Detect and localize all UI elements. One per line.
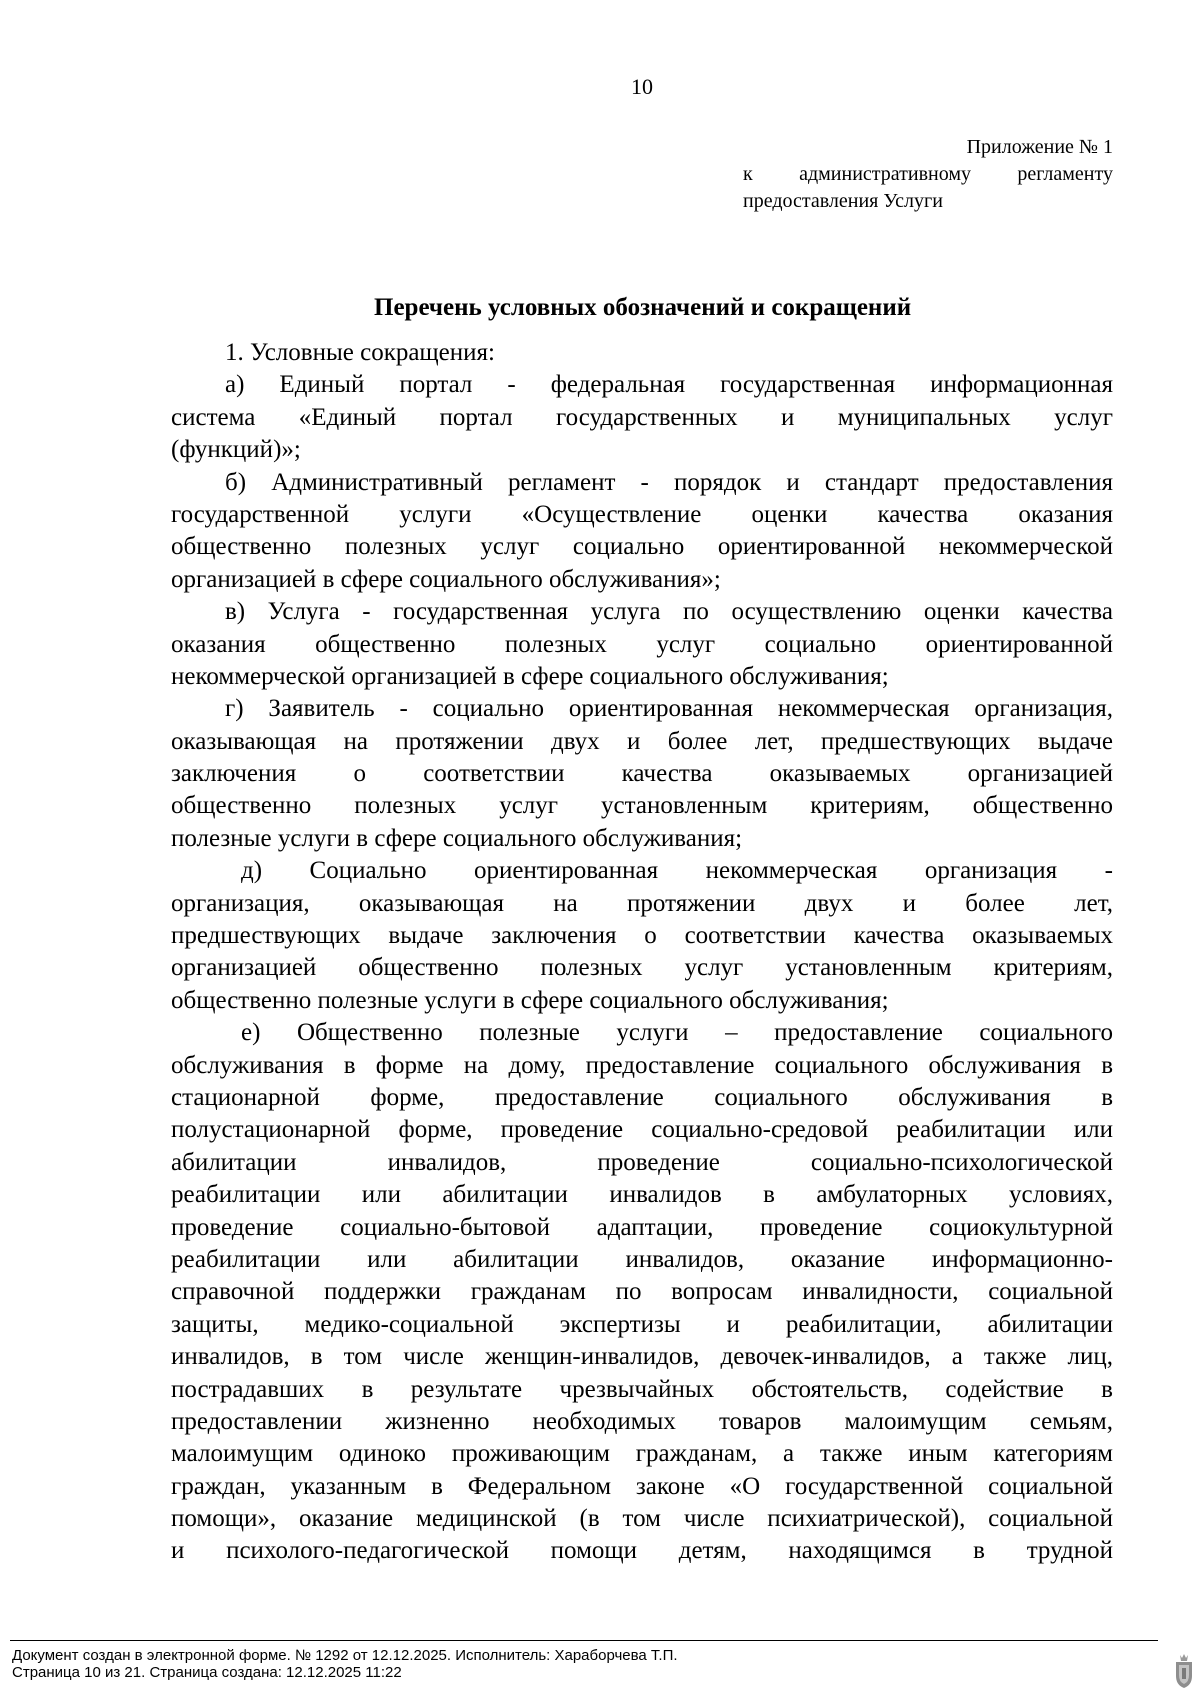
body-line: граждан, указанным в Федеральном законе «О государственной социальной (171, 1472, 1113, 1500)
body-line: общественно полезные услуги в сфере социального обслуживания; (171, 986, 889, 1014)
body-line: реабилитации или абилитации инвалидов, оказание информационно- (171, 1245, 1113, 1273)
body-line: а) Единый портал - федеральная государственная информационная (225, 371, 1113, 399)
body-line: оказывающая на протяжении двух и более лет, предшествующих выдаче (171, 727, 1113, 755)
appendix-line-3: предоставления Услуги (743, 190, 943, 212)
body-line: пострадавших в результате чрезвычайных обстоятельств, содействие в (171, 1375, 1113, 1403)
body-line: защиты, медико-социальной экспертизы и реабилитации, абилитации (171, 1310, 1113, 1338)
body-line: предоставлении жизненно необходимых товаров малоимущим семьям, (171, 1407, 1113, 1435)
body-line: система «Единый портал государственных и муниципальных услуг (171, 403, 1113, 431)
body-line: инвалидов, в том числе женщин-инвалидов, девочек-инвалидов, а также лиц, (171, 1343, 1113, 1371)
body-line: полезные услуги в сфере социального обслуживания; (171, 824, 743, 852)
body-line: реабилитации или абилитации инвалидов в амбулаторных условиях, (171, 1181, 1113, 1209)
body-line: (функций)»; (171, 436, 301, 464)
footer-line-2: Страница 10 из 21. Страница создана: 12.12.2025 11:22 (12, 1664, 402, 1681)
body-line: е) Общественно полезные услуги – предоставление социального (241, 1019, 1113, 1047)
appendix-line-1: Приложение № 1 (966, 136, 1113, 158)
footer-divider (10, 1640, 1158, 1641)
section-heading: 1. Условные сокращения: (225, 339, 495, 366)
document-footer (0, 1640, 1200, 1698)
document-title: Перечень условных обозначений и сокращений (374, 294, 912, 321)
body-line: заключения о соответствии качества оказываемых организацией (171, 760, 1113, 788)
body-line: общественно полезных услуг социально ориентированной некоммерческой (171, 533, 1113, 561)
body-line: предшествующих выдаче заключения о соответствии качества оказываемых (171, 922, 1113, 950)
coat-of-arms-icon (1172, 1652, 1196, 1690)
page-number: 10 (631, 74, 653, 99)
body-line: абилитации инвалидов, проведение социально-психологической (171, 1148, 1113, 1176)
footer-text (12, 1647, 678, 1681)
body-line: и психолого-педагогической помощи детям, находящимся в трудной (171, 1537, 1113, 1565)
body-line: государственной услуги «Осуществление оценки качества оказания (171, 500, 1113, 528)
body-line: б) Административный регламент - порядок и стандарт предоставления (225, 468, 1113, 496)
body-line: помощи», оказание медицинской (в том числе психиатрической), социальной (171, 1505, 1113, 1533)
document-body (171, 337, 1113, 1568)
body-line: общественно полезных услуг установленным критериям, общественно (171, 792, 1113, 820)
body-line: оказания общественно полезных услуг социально ориентированной (171, 630, 1113, 658)
body-line: полустационарной форме, проведение социально-средовой реабилитации или (171, 1116, 1113, 1144)
body-line: организацией в сфере социального обслуживания»; (171, 565, 721, 593)
body-line: организация, оказывающая на протяжении двух и более лет, (171, 889, 1113, 917)
footer-line-1: Документ создан в электронной форме. № 1292 от 12.12.2025. Исполнитель: Хараборчева Т.П. (12, 1647, 678, 1664)
appendix-header (743, 134, 1113, 215)
body-line: стационарной форме, предоставление социального обслуживания в (171, 1083, 1113, 1111)
appendix-line-2: к административному регламенту (743, 163, 1113, 185)
body-line: проведение социально-бытовой адаптации, проведение социокультурной (171, 1213, 1113, 1241)
body-line: справочной поддержки гражданам по вопросам инвалидности, социальной (171, 1278, 1113, 1306)
body-line: некоммерческой организацией в сфере социального обслуживания; (171, 662, 889, 690)
body-line: обслуживания в форме на дому, предоставление социального обслуживания в (171, 1051, 1113, 1079)
body-line: малоимущим одиноко проживающим гражданам, а также иным категориям (171, 1440, 1113, 1468)
body-line: в) Услуга - государственная услуга по осуществлению оценки качества (225, 598, 1113, 626)
body-line: д) Социально ориентированная некоммерческая организация - (241, 857, 1113, 885)
body-line: г) Заявитель - социально ориентированная некоммерческая организация, (225, 695, 1113, 723)
body-line: организацией общественно полезных услуг установленным критериям, (171, 954, 1113, 982)
